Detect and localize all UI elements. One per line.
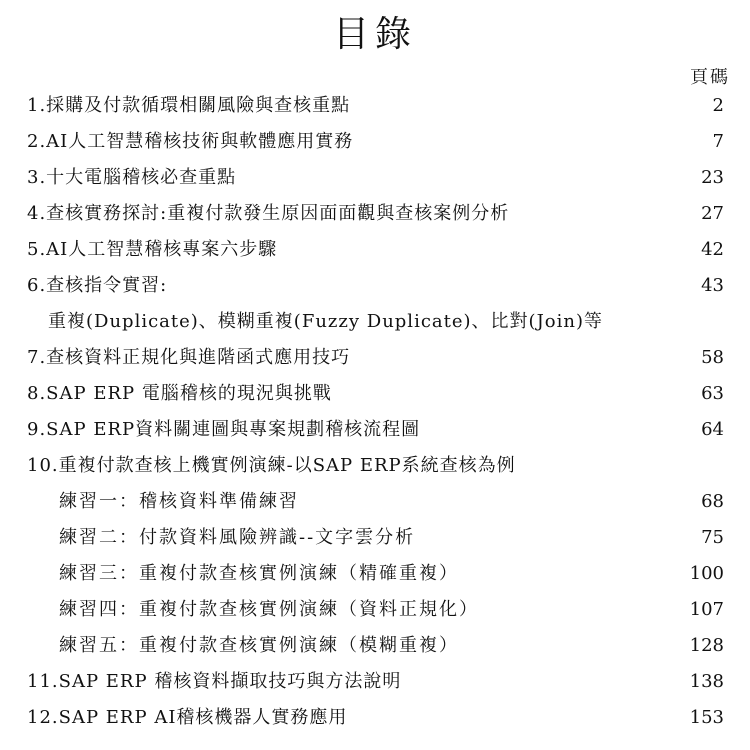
toc-entry xyxy=(0,412,750,448)
toc-subentry xyxy=(0,520,750,556)
toc-entry-page: 138 xyxy=(689,671,724,692)
toc-entry-page: 68 xyxy=(701,491,724,512)
toc-entry-title: 4.查核實務探討:重複付款發生原因面面觀與查核案例分析 xyxy=(27,203,510,224)
toc-entry-page: 58 xyxy=(701,347,724,368)
toc-entry-title: 6.查核指令實習: xyxy=(27,275,168,296)
toc-entry-title: 1.採購及付款循環相關風險與查核重點 xyxy=(27,95,351,116)
toc-entry-title: 練習五：重複付款查核實例演練（模糊重複） xyxy=(59,635,459,656)
toc-entry-title: 12.SAP ERP AI稽核機器人實務應用 xyxy=(27,707,348,728)
toc-entry-title: 3.十大電腦稽核必查重點 xyxy=(27,167,237,188)
toc-entry-page: 7 xyxy=(712,131,724,152)
toc-entry-title: 7.查核資料正規化與進階函式應用技巧 xyxy=(27,347,351,368)
toc-entry-page: 100 xyxy=(689,563,724,584)
page-number-column-header: 頁碼 xyxy=(690,67,730,88)
toc-entry-page: 128 xyxy=(689,635,724,656)
toc-entry xyxy=(0,340,750,376)
toc-subentry xyxy=(0,628,750,664)
toc-entry-page: 23 xyxy=(701,167,724,188)
toc-entry-title: 練習二：付款資料風險辨識--文字雲分析 xyxy=(59,527,416,548)
toc-entry xyxy=(0,232,750,268)
toc-entry xyxy=(0,268,750,304)
toc-entry xyxy=(0,700,750,736)
toc-entry-title: 8.SAP ERP 電腦稽核的現況與挑戰 xyxy=(27,383,332,404)
toc-entry-title: 11.SAP ERP 稽核資料擷取技巧與方法說明 xyxy=(27,671,402,692)
toc-entry-title: 9.SAP ERP資料關連圖與專案規劃稽核流程圖 xyxy=(27,419,421,440)
toc-entry xyxy=(0,376,750,412)
toc-entry-page: 63 xyxy=(701,383,724,404)
toc-entry xyxy=(0,160,750,196)
toc-entry-title: 10.重複付款查核上機實例演練-以SAP ERP系統查核為例 xyxy=(27,455,516,476)
toc-entry-page: 107 xyxy=(689,599,724,620)
toc-subentry xyxy=(0,592,750,628)
toc-entry-title: 練習四：重複付款查核實例演練（資料正規化） xyxy=(59,599,479,620)
toc-entry xyxy=(0,448,750,484)
toc-entry xyxy=(0,88,750,124)
toc-entry xyxy=(0,664,750,700)
toc-entry xyxy=(0,124,750,160)
toc-entry-page: 64 xyxy=(701,419,724,440)
toc-entry-title: 5.AI人工智慧稽核專案六步驟 xyxy=(27,239,278,260)
toc-entry-title: 重複(Duplicate)、模糊重複(Fuzzy Duplicate)、比對(Join)等 xyxy=(48,311,603,332)
toc-entry-page: 2 xyxy=(712,95,724,116)
toc-entry-title: 2.AI人工智慧稽核技術與軟體應用實務 xyxy=(27,131,354,152)
toc-entry xyxy=(0,196,750,232)
toc-list xyxy=(0,88,750,736)
page-title: 目錄 xyxy=(332,14,417,55)
toc-entry-title: 練習三：重複付款查核實例演練（精確重複） xyxy=(59,563,459,584)
toc-subentry xyxy=(0,484,750,520)
toc-subentry xyxy=(0,556,750,592)
toc-entry-page: 27 xyxy=(701,203,724,224)
toc-entry-title: 練習一：稽核資料準備練習 xyxy=(59,491,299,512)
toc-entry-page: 42 xyxy=(701,239,724,260)
toc-entry-page: 153 xyxy=(689,707,724,728)
toc-entry-continuation xyxy=(0,304,750,340)
toc-entry-page: 43 xyxy=(701,275,724,296)
toc-entry-page: 75 xyxy=(701,527,724,548)
